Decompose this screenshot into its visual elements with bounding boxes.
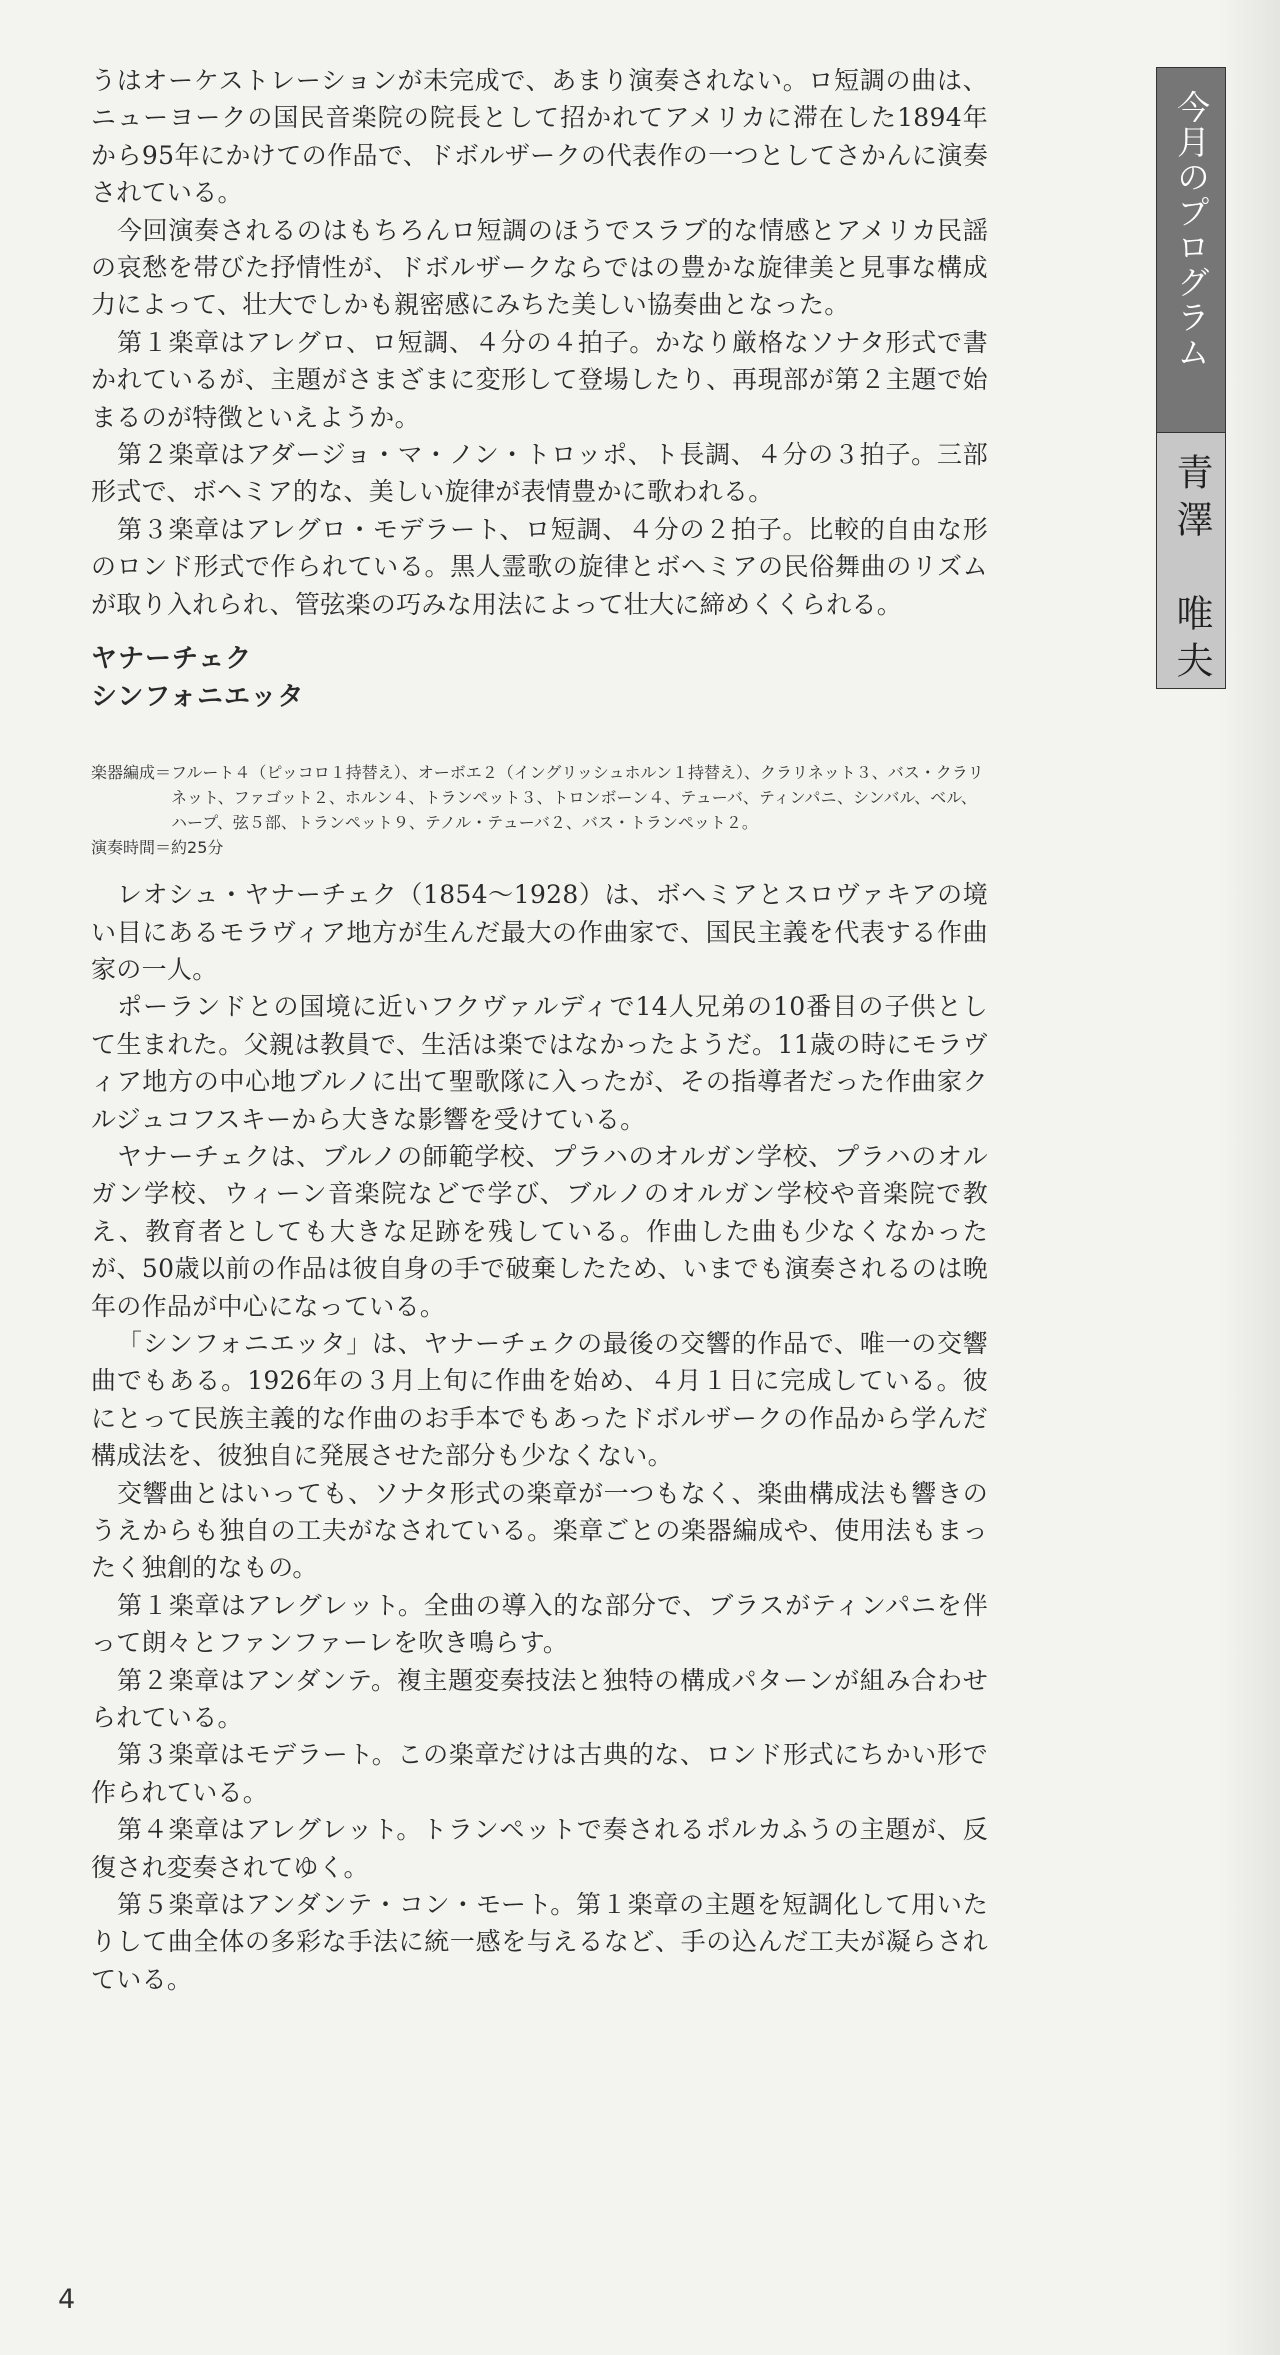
duration-row: [91, 835, 988, 860]
janacek-paragraph-4: 「シンフォニエッタ」は、ヤナーチェクの最後の交響的作品で、唯一の交響曲でもある。1926年の３月上旬に作曲を始め、４月１日に完成している。彼にとって民族主義的な作曲のお手本でもあったドボルザークの作品から学んだ構成法を、彼独自に発展させた部分も少なくない。: [91, 1328, 988, 1471]
page-edge-shadow: [1220, 0, 1280, 2355]
dvorak-paragraph-2: 今回演奏されるのはもちろんロ短調のほうでスラブ的な情感とアメリカ民謡の哀愁を帯びた抒情性が、ドボルザークならではの豊かな旋律美と見事な構成力によって、壮大でしかも親密感にみちた美しい協奏曲となった。: [91, 215, 988, 320]
dvorak-paragraph-4: 第２楽章はアダージョ・マ・ノン・トロッポ、ト長調、４分の３拍子。三部形式で、ボヘミア的な、美しい旋律が表情豊かに歌われる。: [91, 440, 988, 507]
janacek-paragraph-3: ヤナーチェクは、ブルノの師範学校、プラハのオルガン学校、プラハのオルガン学校、ウィーン音楽院などで学び、ブルノのオルガン学校や音楽院で教え、教育者としても大きな足跡を残している。作曲した曲も少なくなかったが、50歳以前の作品は彼自身の手で破棄したため、いまでも演奏されるのは晩年の作品が中心になっている。: [91, 1141, 988, 1321]
instrumentation-row: [91, 760, 988, 835]
page-number: 4: [58, 2284, 76, 2315]
janacek-paragraph-9: 第４楽章はアレグレット。トランペットで奏されるポルカふうの主題が、反復され変奏されてゆく。: [91, 1815, 988, 1882]
duration-value: 約25分: [171, 838, 224, 858]
janacek-paragraph-1: レオシュ・ヤナーチェク（1854〜1928）は、ボヘミアとスロヴァキアの境い目にあるモラヴィア地方が生んだ最大の作曲家で、国民主義を代表する作曲家の一人。: [91, 880, 988, 984]
instrumentation-key: 楽器編成＝: [91, 763, 172, 783]
work-details: [91, 760, 988, 860]
instrumentation-value: フルート４（ピッコロ１持替え）、オーボエ２（イングリッシュホルン１持替え）、クラリネット３、バス・クラリネット、ファゴット２、ホルン４、トランペット３、トロンボーン４、テューバ、ティンパニ、シンバル、ベル、ハープ、弦５部、トランペット９、テノル・テューバ２、バス・トランペット２。: [171, 763, 984, 833]
janacek-paragraph-8: 第３楽章はモデラート。この楽章だけは古典的な、ロンド形式にちかい形で作られている。: [91, 1740, 988, 1807]
sidebar-author-name: 青澤 唯夫: [1156, 433, 1226, 689]
article-body: [91, 62, 988, 1998]
janacek-paragraph-10: 第５楽章はアンダンテ・コン・モート。第１楽章の主題を短調化して用いたりして曲全体の多彩な手法に統一感を与えるなど、手の込んだ工夫が凝らされている。: [91, 1890, 988, 1994]
janacek-title-block: [91, 640, 988, 716]
duration-key: 演奏時間＝: [91, 838, 172, 858]
composer-name: ヤナーチェク: [91, 644, 253, 675]
janacek-paragraph-2: ポーランドとの国境に近いフクヴァルディで14人兄弟の10番目の子供として生まれた。父親は教員で、生活は楽ではなかったようだ。11歳の時にモラヴィア地方の中心地ブルノに出て聖歌隊に入ったが、その指導者だった作曲家クルジュコフスキーから大きな影響を受けている。: [91, 992, 988, 1134]
janacek-paragraph-5: 交響曲とはいっても、ソナタ形式の楽章が一つもなく、楽曲構成法も響きのうえからも独自の工夫がなされている。楽章ごとの楽器編成や、使用法もまったく独創的なもの。: [91, 1478, 988, 1583]
janacek-paragraph-7: 第２楽章はアンダンテ。複主題変奏技法と独特の構成パターンが組み合わせられている。: [91, 1665, 988, 1733]
dvorak-paragraph-5: 第３楽章はアレグロ・モデラート、ロ短調、４分の２拍子。比較的自由な形のロンド形式で作られている。黒人霊歌の旋律とボヘミアの民俗舞曲のリズムが取り入れられ、管弦楽の巧みな用法によって壮大に締めくくられる。: [91, 514, 988, 619]
sidebar-section-label: 今月のプログラム: [1156, 67, 1226, 433]
work-title: シンフォニエッタ: [91, 682, 305, 713]
dvorak-paragraph-1: うはオーケストレーションが未完成で、あまり演奏されない。ロ短調の曲は、ニューヨークの国民音楽院の院長として招かれてアメリカに滞在した1894年から95年にかけての作品で、ドボルザークの代表作の一つとしてさかんに演奏されている。: [91, 66, 988, 208]
janacek-paragraph-6: 第１楽章はアレグレット。全曲の導入的な部分で、ブラスがティンパニを伴って朗々とファンファーレを吹き鳴らす。: [91, 1590, 988, 1658]
dvorak-paragraph-3: 第１楽章はアレグロ、ロ短調、４分の４拍子。かなり厳格なソナタ形式で書かれているが、主題がさまざまに変形して登場したり、再現部が第２主題で始まるのが特徴といえようか。: [91, 327, 988, 432]
program-sidebar: [1156, 67, 1224, 689]
